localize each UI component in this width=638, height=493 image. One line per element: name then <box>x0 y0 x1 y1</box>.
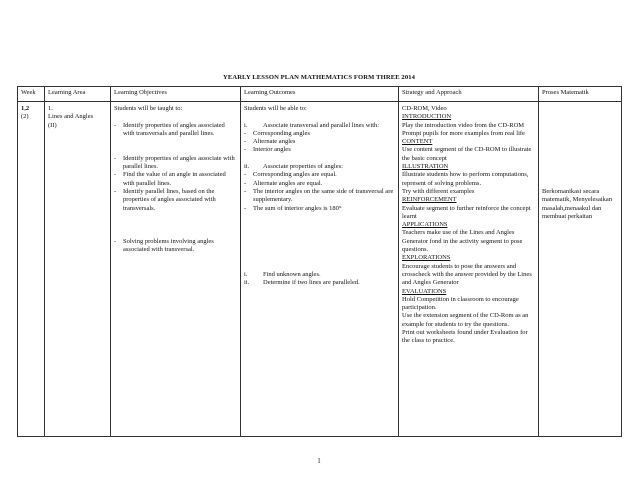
learning-objectives-cell <box>111 102 241 437</box>
header-learning-objectives: Learning Objectives <box>111 87 241 102</box>
objectives-intro: Students will be taught to: <box>114 105 183 112</box>
strategy-text: Play the introduction video from the CD-ROM <box>402 121 525 129</box>
page-number: 1 <box>317 457 321 465</box>
outcome-i: i. Associate transversal and parallel lines with: <box>244 121 380 129</box>
outcome-find-angles: i. Find unknown angles. <box>244 270 321 278</box>
list-item: - Interior angles <box>244 146 395 154</box>
strategy-heading-reinforcement: REINFORCEMENT <box>402 196 457 204</box>
strategy-cell <box>399 102 539 437</box>
area-number: 1. <box>48 105 53 112</box>
strategy-text: Teachers make use of the Lines and Angles Generator fond in the activity segment to pose questions. <box>402 229 523 254</box>
list-item: - Find the value of an angle in associated with parallel lines. <box>114 171 237 188</box>
strategy-heading-content: CONTENT <box>402 138 433 146</box>
header-learning-outcomes: Learning Outcomes <box>241 87 399 102</box>
strategy-text: Hold Competition in classroom to encourage participation. <box>402 295 519 312</box>
table-header-row <box>18 87 622 102</box>
header-learning-area: Learning Area <box>45 87 111 102</box>
list-item: - The interior angles on the same side of transversal are supplementary. <box>244 188 395 205</box>
week-number: 1,2 <box>21 105 30 112</box>
strategy-text: Prompt pupils for more examples from real life <box>402 129 525 137</box>
strategy-heading-applications: APPLICATIONS <box>402 221 448 229</box>
outcomes-intro: Students will be able to: <box>244 105 307 112</box>
outcome-parallel-lines: ii. Determine if two lines are paralleled. <box>244 279 360 287</box>
proses-text: Berkomanikasi secara matematik, Menyelesaikan masalah,menaakul dan membuat perkaitan <box>542 187 613 220</box>
area-part: (II) <box>48 121 57 129</box>
outcome-i-list <box>244 130 395 155</box>
list-item: - Identify properties of angles associate with parallel lines. <box>114 155 237 172</box>
proses-cell <box>539 102 622 437</box>
table-row <box>18 102 622 437</box>
lesson-plan-table <box>17 86 622 437</box>
week-index: (2) <box>21 113 29 121</box>
strategy-resources: CD-ROM, Video <box>402 105 447 112</box>
list-item: - Solving problems involving angles associated with transversal. <box>114 238 237 255</box>
learning-area-cell <box>45 102 111 437</box>
list-item: - Alternate angles are equal. <box>244 180 395 188</box>
outcome-ii: ii. Associate properties of angles: <box>244 163 343 171</box>
strategy-heading-evaluations: EVALUATIONS <box>402 287 447 295</box>
week-cell <box>18 102 45 437</box>
header-week: Week <box>18 87 45 102</box>
objectives-list-1 <box>114 122 237 139</box>
document-title: YEARLY LESSON PLAN MATHEMATICS FORM THREE 2014 <box>222 74 416 81</box>
area-title: Lines and Angles <box>48 113 94 121</box>
strategy-text: Illustrate students how to perform computations, represent of solving problems. <box>402 171 529 187</box>
strategy-text: Use the extension segment of the CD-Rom as an example for students to try the questions. <box>402 312 529 328</box>
list-item: - The sum of interior angles is 180° <box>244 205 395 213</box>
strategy-heading-illustration: ILLUSTRATION <box>402 163 449 171</box>
strategy-heading-introduction: INTRODUCTION <box>402 113 452 121</box>
learning-outcomes-cell <box>241 102 399 437</box>
objectives-list-3 <box>114 238 237 255</box>
list-item: - Identify parallel lines, based on the properties of angles associated with transversals. <box>114 188 237 213</box>
strategy-heading-explorations: EXPLORATIONS <box>402 254 451 262</box>
list-item: - Identify properties of angles associated with transversals and parallel lines. <box>114 122 237 139</box>
strategy-text: Print out worksheets found under Evaluation for the class to practice. <box>402 329 528 345</box>
strategy-text: Evaluate segment to further reinforce the concept learnt <box>402 204 531 220</box>
list-item: - Corresponding angles are equal. <box>244 171 395 179</box>
list-item: - Alternate angles <box>244 138 395 146</box>
list-item: - Corresponding angles <box>244 130 395 138</box>
header-proses: Proses Matematik <box>539 87 622 102</box>
strategy-text: Try with different examples <box>402 187 475 195</box>
objectives-list-2 <box>114 155 237 213</box>
header-strategy: Strategy and Approach <box>399 87 539 102</box>
outcome-ii-list <box>244 171 395 212</box>
strategy-text: Encourage students to pose the answers and crosscheck with the answer provided by the Lines and Angles Generator <box>402 262 532 287</box>
strategy-text: Use content segment of the CD-ROM to illustrate the basic concept <box>402 146 532 162</box>
